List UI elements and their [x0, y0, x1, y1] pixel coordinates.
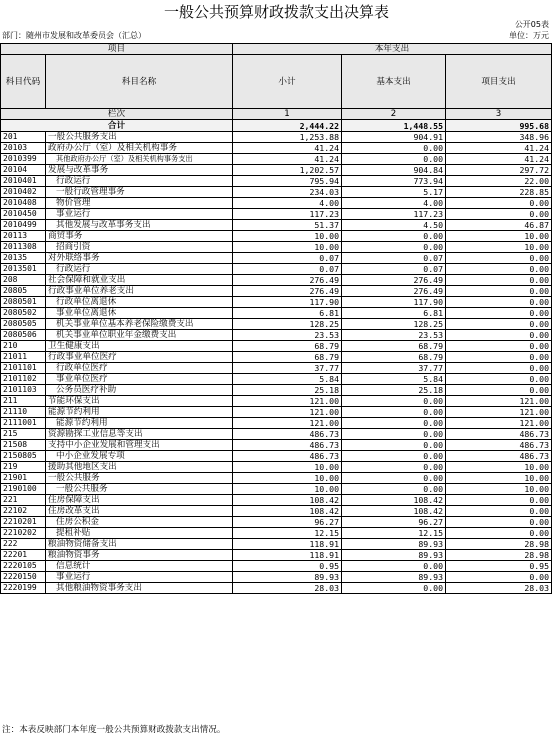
row-project: 46.87 [446, 220, 552, 231]
row-basic: 89.93 [342, 572, 446, 583]
row-code: 2220105 [1, 561, 46, 572]
row-basic: 0.00 [342, 407, 446, 418]
row-project: 0.00 [446, 341, 552, 352]
row-project: 486.73 [446, 451, 552, 462]
row-basic: 5.17 [342, 187, 446, 198]
row-code: 2210202 [1, 528, 46, 539]
page-title: 一般公共预算财政拨款支出决算表 [163, 3, 389, 21]
row-basic: 68.79 [342, 352, 446, 363]
row-code: 2010401 [1, 176, 46, 187]
row-project: 0.00 [446, 264, 552, 275]
row-name: 其他粮油物资事务支出 [46, 583, 233, 594]
row-subtotal: 28.03 [233, 583, 342, 594]
row-code: 201 [1, 132, 46, 143]
row-project: 41.24 [446, 154, 552, 165]
row-name: 住房改革支出 [46, 506, 233, 517]
table-row [1, 352, 552, 363]
row-project: 0.00 [446, 319, 552, 330]
table-row [1, 429, 552, 440]
row-basic: 0.00 [342, 429, 446, 440]
row-basic: 117.23 [342, 209, 446, 220]
table-row [1, 418, 552, 429]
table-row [1, 495, 552, 506]
table-row [1, 176, 552, 187]
row-code: 2010450 [1, 209, 46, 220]
table-row [1, 275, 552, 286]
row-basic: 773.94 [342, 176, 446, 187]
table-row [1, 187, 552, 198]
total-subtotal: 2,444.22 [233, 120, 342, 132]
row-basic: 0.00 [342, 583, 446, 594]
row-basic: 904.91 [342, 132, 446, 143]
row-code: 21011 [1, 352, 46, 363]
row-code: 2080501 [1, 297, 46, 308]
row-basic: 0.00 [342, 154, 446, 165]
row-basic: 37.77 [342, 363, 446, 374]
row-code: 2010399 [1, 154, 46, 165]
row-subtotal: 41.24 [233, 143, 342, 154]
table-row [1, 286, 552, 297]
row-basic: 89.93 [342, 539, 446, 550]
table-row [1, 154, 552, 165]
table-row [1, 264, 552, 275]
table-row [1, 484, 552, 495]
row-name: 卫生健康支出 [46, 341, 233, 352]
row-project: 121.00 [446, 396, 552, 407]
row-name: 行政事业单位养老支出 [46, 286, 233, 297]
row-subtotal: 1,202.57 [233, 165, 342, 176]
row-project: 10.00 [446, 242, 552, 253]
row-code: 2150805 [1, 451, 46, 462]
row-code: 22201 [1, 550, 46, 561]
row-subtotal: 0.07 [233, 264, 342, 275]
table-row [1, 242, 552, 253]
row-code: 2080506 [1, 330, 46, 341]
row-subtotal: 276.49 [233, 275, 342, 286]
row-project: 0.00 [446, 528, 552, 539]
table-row [1, 407, 552, 418]
row-project: 28.03 [446, 583, 552, 594]
row-basic: 4.00 [342, 198, 446, 209]
header-subtotal: 小计 [233, 55, 342, 109]
row-subtotal: 486.73 [233, 429, 342, 440]
row-code: 21508 [1, 440, 46, 451]
row-basic: 0.00 [342, 396, 446, 407]
row-project: 0.00 [446, 572, 552, 583]
table-row [1, 297, 552, 308]
row-project: 0.00 [446, 506, 552, 517]
row-basic: 5.84 [342, 374, 446, 385]
row-code: 20135 [1, 253, 46, 264]
row-name: 事业单位离退休 [46, 308, 233, 319]
row-basic: 0.00 [342, 242, 446, 253]
row-basic: 128.25 [342, 319, 446, 330]
row-name: 物价管理 [46, 198, 233, 209]
row-project: 486.73 [446, 429, 552, 440]
row-subtotal: 12.15 [233, 528, 342, 539]
header-basic: 基本支出 [342, 55, 446, 109]
footnote: 注：本表反映部门本年度一般公共预算财政拨款支出情况。 [2, 725, 226, 735]
row-subtotal: 6.81 [233, 308, 342, 319]
row-name: 节能环保支出 [46, 396, 233, 407]
row-code: 2011308 [1, 242, 46, 253]
table-row [1, 473, 552, 484]
table-row [1, 572, 552, 583]
row-basic: 23.53 [342, 330, 446, 341]
row-subtotal: 234.03 [233, 187, 342, 198]
row-code: 2013501 [1, 264, 46, 275]
row-name: 支持中小企业发展和管理支出 [46, 440, 233, 451]
table-row [1, 253, 552, 264]
row-code: 21901 [1, 473, 46, 484]
header-project-exp: 项目支出 [446, 55, 552, 109]
row-code: 2220199 [1, 583, 46, 594]
row-subtotal: 128.25 [233, 319, 342, 330]
table-row [1, 583, 552, 594]
row-subtotal: 96.27 [233, 517, 342, 528]
table-row [1, 363, 552, 374]
total-basic: 1,448.55 [342, 120, 446, 132]
seq-3: 3 [446, 109, 552, 120]
row-code: 222 [1, 539, 46, 550]
row-project: 0.00 [446, 352, 552, 363]
row-code: 2190100 [1, 484, 46, 495]
row-basic: 25.18 [342, 385, 446, 396]
row-project: 22.00 [446, 176, 552, 187]
row-name: 援助其他地区支出 [46, 462, 233, 473]
row-subtotal: 276.49 [233, 286, 342, 297]
row-project: 0.00 [446, 198, 552, 209]
row-name: 对外联络事务 [46, 253, 233, 264]
row-project: 10.00 [446, 462, 552, 473]
row-name: 事业运行 [46, 209, 233, 220]
row-code: 2010408 [1, 198, 46, 209]
row-code: 21110 [1, 407, 46, 418]
row-code: 20113 [1, 231, 46, 242]
table-row [1, 396, 552, 407]
row-subtotal: 41.24 [233, 154, 342, 165]
department-label: 部门：随州市发展和改革委员会（汇总） [2, 31, 146, 40]
table-row [1, 451, 552, 462]
row-code: 219 [1, 462, 46, 473]
row-project: 0.00 [446, 209, 552, 220]
row-project: 0.00 [446, 253, 552, 264]
row-name: 行政单位医疗 [46, 363, 233, 374]
row-subtotal: 5.84 [233, 374, 342, 385]
row-project: 0.00 [446, 308, 552, 319]
row-basic: 6.81 [342, 308, 446, 319]
row-project: 121.00 [446, 407, 552, 418]
row-basic: 0.00 [342, 231, 446, 242]
row-code: 2101103 [1, 385, 46, 396]
row-name: 社会保障和就业支出 [46, 275, 233, 286]
row-subtotal: 68.79 [233, 341, 342, 352]
row-subtotal: 118.91 [233, 539, 342, 550]
row-name: 政府办公厅（室）及相关机构事务 [46, 143, 233, 154]
row-basic: 4.50 [342, 220, 446, 231]
row-code: 2010499 [1, 220, 46, 231]
row-name: 能源节约利用 [46, 407, 233, 418]
total-project: 995.68 [446, 120, 552, 132]
row-basic: 0.07 [342, 253, 446, 264]
row-basic: 0.00 [342, 462, 446, 473]
table-row [1, 517, 552, 528]
row-basic: 276.49 [342, 286, 446, 297]
header-project: 项目 [1, 44, 233, 55]
row-code: 215 [1, 429, 46, 440]
table-row [1, 220, 552, 231]
row-name: 一般行政管理事务 [46, 187, 233, 198]
row-basic: 0.07 [342, 264, 446, 275]
total-label: 合计 [1, 120, 233, 132]
row-subtotal: 118.91 [233, 550, 342, 561]
row-project: 10.00 [446, 473, 552, 484]
row-name: 行政运行 [46, 264, 233, 275]
row-project: 0.95 [446, 561, 552, 572]
header-code: 科目代码 [1, 55, 46, 109]
row-code: 210 [1, 341, 46, 352]
row-name: 招商引资 [46, 242, 233, 253]
row-basic: 12.15 [342, 528, 446, 539]
seq-1: 1 [233, 109, 342, 120]
table-row [1, 462, 552, 473]
row-project: 10.00 [446, 231, 552, 242]
row-name: 机关事业单位基本养老保险缴费支出 [46, 319, 233, 330]
row-subtotal: 23.53 [233, 330, 342, 341]
row-basic: 904.84 [342, 165, 446, 176]
row-project: 486.73 [446, 440, 552, 451]
row-name: 行政单位离退休 [46, 297, 233, 308]
row-name: 提租补贴 [46, 528, 233, 539]
table-row [1, 231, 552, 242]
row-code: 2080502 [1, 308, 46, 319]
row-subtotal: 795.94 [233, 176, 342, 187]
table-row [1, 319, 552, 330]
row-subtotal: 0.07 [233, 253, 342, 264]
table-row [1, 539, 552, 550]
row-code: 2101101 [1, 363, 46, 374]
row-code: 2111001 [1, 418, 46, 429]
header-row-2 [1, 55, 552, 109]
row-subtotal: 10.00 [233, 484, 342, 495]
row-code: 221 [1, 495, 46, 506]
row-subtotal: 117.90 [233, 297, 342, 308]
row-code: 2220150 [1, 572, 46, 583]
table-row [1, 330, 552, 341]
table-row [1, 132, 552, 143]
row-subtotal: 4.00 [233, 198, 342, 209]
row-name: 一般公共服务支出 [46, 132, 233, 143]
row-subtotal: 10.00 [233, 231, 342, 242]
row-subtotal: 121.00 [233, 407, 342, 418]
row-project: 228.85 [446, 187, 552, 198]
row-name: 一般公共服务 [46, 473, 233, 484]
row-subtotal: 25.18 [233, 385, 342, 396]
row-project: 0.00 [446, 286, 552, 297]
form-code: 公开05表 [514, 20, 549, 29]
row-basic: 276.49 [342, 275, 446, 286]
row-project: 0.00 [446, 374, 552, 385]
row-project: 10.00 [446, 484, 552, 495]
row-basic: 96.27 [342, 517, 446, 528]
row-project: 0.00 [446, 363, 552, 374]
row-code: 22102 [1, 506, 46, 517]
row-name: 事业单位医疗 [46, 374, 233, 385]
row-name: 行政事业单位医疗 [46, 352, 233, 363]
table-row [1, 198, 552, 209]
expenditure-table [0, 43, 552, 594]
row-project: 121.00 [446, 418, 552, 429]
header-row-1 [1, 44, 552, 55]
row-project: 0.00 [446, 517, 552, 528]
row-basic: 0.00 [342, 484, 446, 495]
row-name: 其他发展与改革事务支出 [46, 220, 233, 231]
row-code: 2210201 [1, 517, 46, 528]
row-basic: 0.00 [342, 440, 446, 451]
row-name: 一般公共服务 [46, 484, 233, 495]
table-row [1, 341, 552, 352]
row-name: 住房公积金 [46, 517, 233, 528]
row-code: 211 [1, 396, 46, 407]
row-basic: 0.00 [342, 143, 446, 154]
row-name: 粮油物资储备支出 [46, 539, 233, 550]
row-code: 20104 [1, 165, 46, 176]
seq-label: 栏次 [1, 109, 233, 120]
header-current-year: 本年支出 [233, 44, 552, 55]
row-project: 41.24 [446, 143, 552, 154]
header-name: 科目名称 [46, 55, 233, 109]
row-subtotal: 486.73 [233, 440, 342, 451]
row-basic: 68.79 [342, 341, 446, 352]
row-subtotal: 10.00 [233, 473, 342, 484]
table-row [1, 209, 552, 220]
table-row [1, 550, 552, 561]
table-row [1, 561, 552, 572]
table-row [1, 385, 552, 396]
row-name: 其他政府办公厅（室）及相关机构事务支出 [46, 154, 233, 165]
row-project: 297.72 [446, 165, 552, 176]
row-project: 0.00 [446, 330, 552, 341]
table-row [1, 165, 552, 176]
row-code: 20103 [1, 143, 46, 154]
total-row [1, 120, 552, 132]
row-project: 0.00 [446, 275, 552, 286]
row-name: 中小企业发展专项 [46, 451, 233, 462]
row-code: 208 [1, 275, 46, 286]
table-row [1, 308, 552, 319]
row-subtotal: 108.42 [233, 506, 342, 517]
row-basic: 0.00 [342, 418, 446, 429]
row-name: 行政运行 [46, 176, 233, 187]
table-row [1, 506, 552, 517]
row-subtotal: 117.23 [233, 209, 342, 220]
row-name: 机关事业单位职业年金缴费支出 [46, 330, 233, 341]
row-project: 28.98 [446, 550, 552, 561]
row-subtotal: 108.42 [233, 495, 342, 506]
row-subtotal: 10.00 [233, 462, 342, 473]
row-project: 348.96 [446, 132, 552, 143]
row-project: 0.00 [446, 385, 552, 396]
row-project: 0.00 [446, 297, 552, 308]
table-row [1, 440, 552, 451]
row-code: 2101102 [1, 374, 46, 385]
row-subtotal: 0.95 [233, 561, 342, 572]
row-name: 公务员医疗补助 [46, 385, 233, 396]
row-basic: 108.42 [342, 495, 446, 506]
row-code: 2080505 [1, 319, 46, 330]
row-basic: 117.90 [342, 297, 446, 308]
row-name: 发展与改革事务 [46, 165, 233, 176]
row-project: 28.98 [446, 539, 552, 550]
row-code: 2010402 [1, 187, 46, 198]
row-project: 0.00 [446, 495, 552, 506]
row-name: 粮油物资事务 [46, 550, 233, 561]
row-subtotal: 121.00 [233, 418, 342, 429]
seq-row [1, 109, 552, 120]
row-basic: 0.00 [342, 473, 446, 484]
unit-label: 单位：万元 [509, 31, 549, 40]
seq-2: 2 [342, 109, 446, 120]
row-basic: 0.00 [342, 561, 446, 572]
row-name: 住房保障支出 [46, 495, 233, 506]
row-subtotal: 486.73 [233, 451, 342, 462]
table-row [1, 374, 552, 385]
row-subtotal: 68.79 [233, 352, 342, 363]
row-subtotal: 10.00 [233, 242, 342, 253]
row-subtotal: 121.00 [233, 396, 342, 407]
row-name: 事业运行 [46, 572, 233, 583]
row-name: 信息统计 [46, 561, 233, 572]
row-basic: 108.42 [342, 506, 446, 517]
row-basic: 0.00 [342, 451, 446, 462]
table-row [1, 143, 552, 154]
row-code: 20805 [1, 286, 46, 297]
row-subtotal: 51.37 [233, 220, 342, 231]
row-name: 能源节约利用 [46, 418, 233, 429]
row-name: 商贸事务 [46, 231, 233, 242]
row-basic: 89.93 [342, 550, 446, 561]
row-subtotal: 89.93 [233, 572, 342, 583]
table-row [1, 528, 552, 539]
row-subtotal: 1,253.88 [233, 132, 342, 143]
row-name: 资源勘探工业信息等支出 [46, 429, 233, 440]
row-subtotal: 37.77 [233, 363, 342, 374]
